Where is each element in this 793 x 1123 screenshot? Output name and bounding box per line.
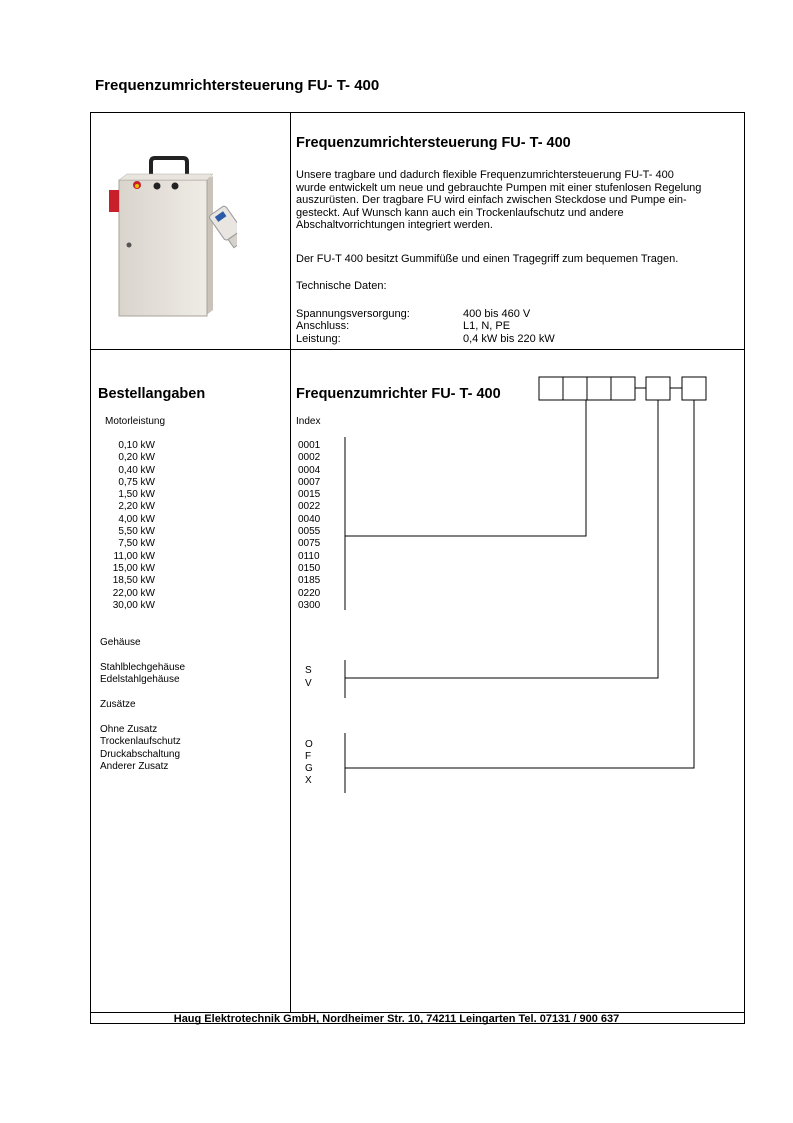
- list-item: 0,75 kW: [118, 476, 155, 488]
- list-item: 15,00 kW: [112, 562, 155, 574]
- extras-connector: [345, 400, 694, 768]
- order-code-heading: Frequenzumrichter FU- T- 400: [296, 386, 501, 402]
- list-item: Druckabschaltung: [100, 748, 181, 760]
- list-item: 2,20 kW: [118, 501, 155, 513]
- list-item: 0,20 kW: [118, 452, 155, 464]
- list-item: 0055: [298, 526, 321, 538]
- list-item: Stahlblechgehäuse: [100, 662, 186, 673]
- product-feature: Der FU-T 400 besitzt Gummifüße und einen Tragegriff zum bequemen Tragen.: [296, 253, 679, 265]
- extras-heading: Zusätze: [100, 699, 136, 710]
- list-item: 0015: [298, 489, 321, 501]
- tech-heading: Technische Daten:: [296, 280, 387, 292]
- list-item: 0075: [298, 538, 321, 550]
- spec-value: 400 bis 460 V: [463, 308, 531, 320]
- code-box: [646, 377, 670, 400]
- list-item: 0110: [298, 550, 320, 562]
- spec-value: 0,4 kW bis 220 kW: [463, 333, 555, 345]
- housing-connector: [345, 400, 658, 678]
- list-item: 0022: [298, 501, 321, 513]
- spec-label: Spannungsversorgung:: [296, 308, 410, 320]
- list-item: 0001: [298, 440, 321, 451]
- list-item: 0007: [298, 476, 321, 488]
- housing-heading: Gehäuse: [100, 637, 141, 648]
- code-box: [611, 377, 635, 400]
- list-item: 18,50 kW: [112, 575, 155, 587]
- housing-code: V: [305, 678, 312, 689]
- extras-code: F: [305, 751, 312, 762]
- list-item: 0,10 kW: [118, 440, 155, 451]
- spec-value: L1, N, PE: [463, 320, 511, 332]
- spec-label: Leistung:: [296, 333, 341, 345]
- list-item: 7,50 kW: [118, 538, 155, 550]
- list-item: 0300: [298, 599, 321, 611]
- order-heading: Bestellangaben: [98, 386, 206, 402]
- list-item: 30,00 kW: [112, 599, 155, 611]
- extras-code: O: [305, 739, 313, 750]
- product-heading: Frequenzumrichtersteuerung FU- T- 400: [296, 135, 571, 151]
- list-item: Trockenlaufschutz: [100, 736, 181, 748]
- list-item: 11,00 kW: [113, 550, 155, 562]
- list-item: 0150: [298, 562, 321, 574]
- list-item: 1,50 kW: [118, 489, 155, 501]
- list-item: 0220: [298, 587, 321, 599]
- description-line: auszurüsten. Der tragbare FU wird einfach zwischen Steckdose und Pumpe ein-: [296, 194, 687, 207]
- extras-code: X: [305, 775, 312, 786]
- list-item: Anderer Zusatz: [100, 760, 169, 772]
- list-item: Edelstahlgehäuse: [100, 674, 180, 686]
- list-item: 0185: [298, 575, 321, 587]
- index-heading: Index: [296, 416, 321, 427]
- list-item: 22,00 kW: [112, 587, 155, 599]
- extras-code: G: [305, 763, 313, 774]
- motor-heading: Motorleistung: [105, 416, 166, 427]
- footer-address: Haug Elektrotechnik GmbH, Nordheimer Str. 10, 74211 Leingarten Tel. 07131 / 900 637: [173, 1013, 620, 1025]
- housing-code: S: [305, 665, 312, 676]
- code-box: [682, 377, 706, 400]
- spec-label: Anschluss:: [296, 320, 350, 332]
- list-item: 4,00 kW: [118, 513, 155, 525]
- list-item: 0004: [298, 464, 321, 476]
- code-box: [539, 377, 563, 400]
- list-item: 0040: [298, 513, 321, 525]
- list-item: 0,40 kW: [118, 464, 155, 476]
- list-item: 0002: [298, 452, 321, 464]
- index-connector: [345, 400, 586, 536]
- code-box: [587, 377, 611, 400]
- description-line: wurde entwickelt um neue und gebrauchte Pumpen mit einer stufenlosen Regelung: [296, 181, 702, 194]
- page-title: Frequenzumrichtersteuerung FU- T- 400: [95, 77, 380, 94]
- code-box: [563, 377, 587, 400]
- list-item: 5,50 kW: [118, 526, 155, 538]
- description-line: Abschaltvorrichtungen integriert werden.: [296, 219, 493, 232]
- description-line: gesteckt. Auf Wunsch kann auch ein Trockenlaufschutz und andere: [296, 206, 624, 219]
- description-line: Unsere tragbare und dadurch flexible Frequenzumrichtersteuerung FU-T- 400: [296, 169, 674, 181]
- list-item: Ohne Zusatz: [100, 724, 158, 735]
